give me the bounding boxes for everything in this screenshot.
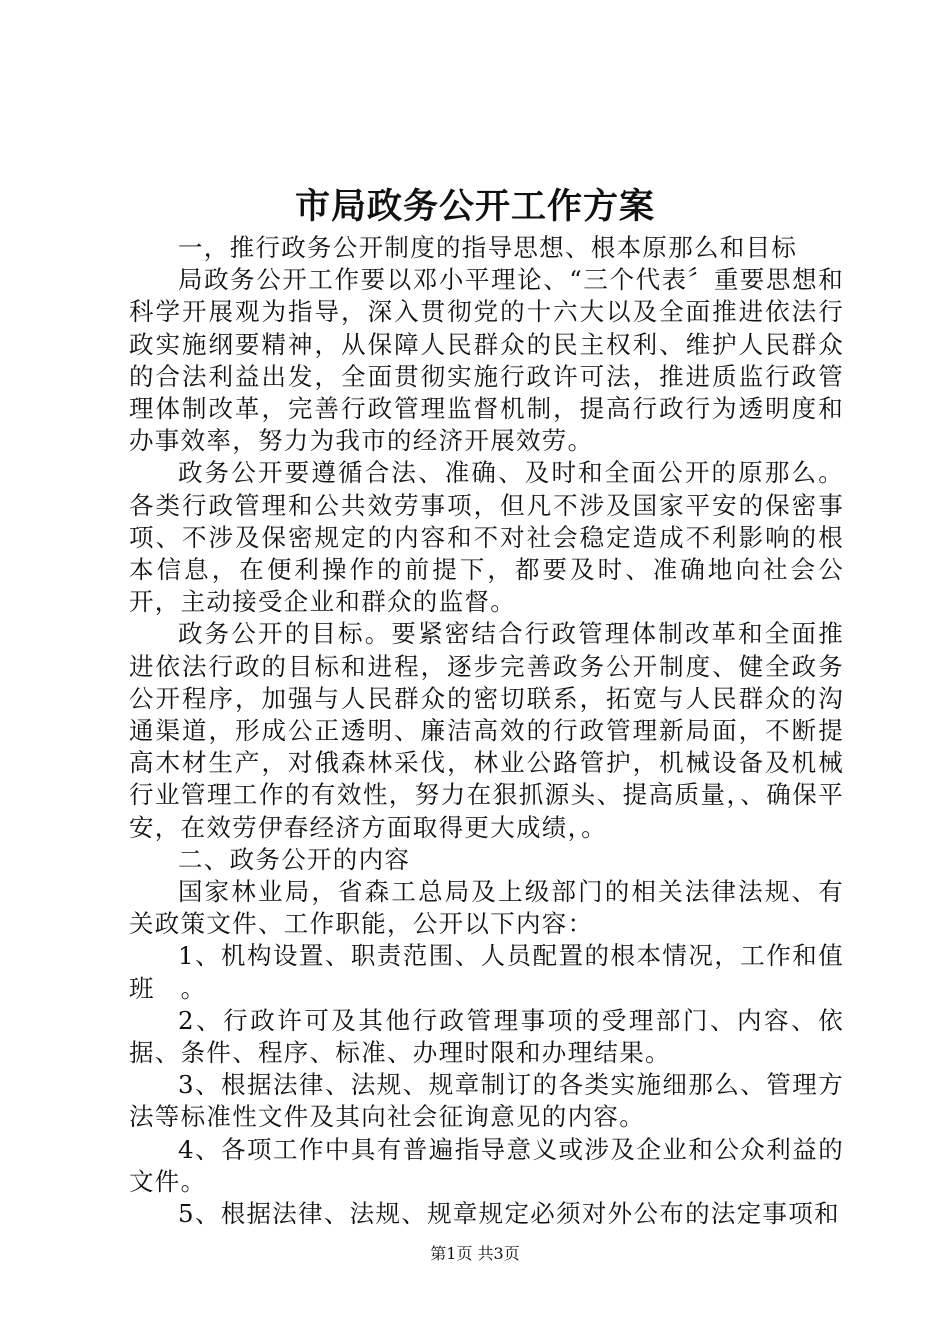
- list-item: 1、机构设置、职责范围、人员配置的根本情况，工作和值班 。: [129, 941, 844, 1003]
- paragraph: 国家林业局，省森工总局及上级部门的相关法律法规、有关政策文件、工作职能，公开以下内容：: [129, 877, 844, 939]
- paragraph: 局政务公开工作要以邓小平理论、“三个代表〞重要思想和科学开展观为指导，深入贯彻党的十六大以及全面推进依法行政实施纲要精神，从保障人民群众的民主权利、维护人民群众的合法利益出发，全面贯彻实施行政许可法，推进质监行政管理体制改革，完善行政管理监督机制，提高行政行为透明度和办事效率，努力为我市的经济开展效劳。: [129, 265, 844, 456]
- paragraph-heading-2: 二、政务公开的内容: [178, 844, 411, 874]
- paragraph: 政务公开要遵循合法、准确、及时和全面公开的原那么。各类行政管理和公共效劳事项，但凡不涉及国家平安的保密事项、不涉及保密规定的内容和不对社会稳定造成不利影响的根本信息，在便利操作的前提下，都要及时、准确地向社会公开，主动接受企业和群众的监督。: [129, 458, 844, 617]
- list-item: 4、各项工作中具有普遍指导意义或涉及企业和公众利益的文件。: [129, 1134, 844, 1196]
- paragraph: 政务公开的目标。要紧密结合行政管理体制改革和全面推进依法行政的目标和进程，逐步完善政务公开制度、健全政务公开程序，加强与人民群众的密切联系，拓宽与人民群众的沟通渠道，形成公正透明、廉洁高效的行政管理新局面，不断提高木材生产，对俄森林采伐，林业公路管护，机械设备及机械行业管理工作的有效性，努力在狠抓源头、提高质量，、确保平安，在效劳伊春经济方面取得更大成绩，。: [129, 619, 844, 842]
- document-body: [129, 232, 844, 1230]
- list-item: 2、行政许可及其他行政管理事项的受理部门、内容、依据、条件、程序、标准、办理时限和办理结果。: [129, 1005, 844, 1068]
- list-item: 5、根据法律、法规、规章规定必须对外公布的法定事项和: [178, 1199, 840, 1229]
- paragraph-heading-1: 一，推行政务公开制度的指导思想、根本原那么和目标: [178, 233, 798, 262]
- document-title: 市局政务公开工作方案: [294, 186, 655, 227]
- page-indicator: 第1页 共3页: [430, 1244, 520, 1263]
- list-item: 3、根据法律、法规、规章制订的各类实施细那么、管理方法等标准性文件及其向社会征询意见的内容。: [129, 1070, 844, 1132]
